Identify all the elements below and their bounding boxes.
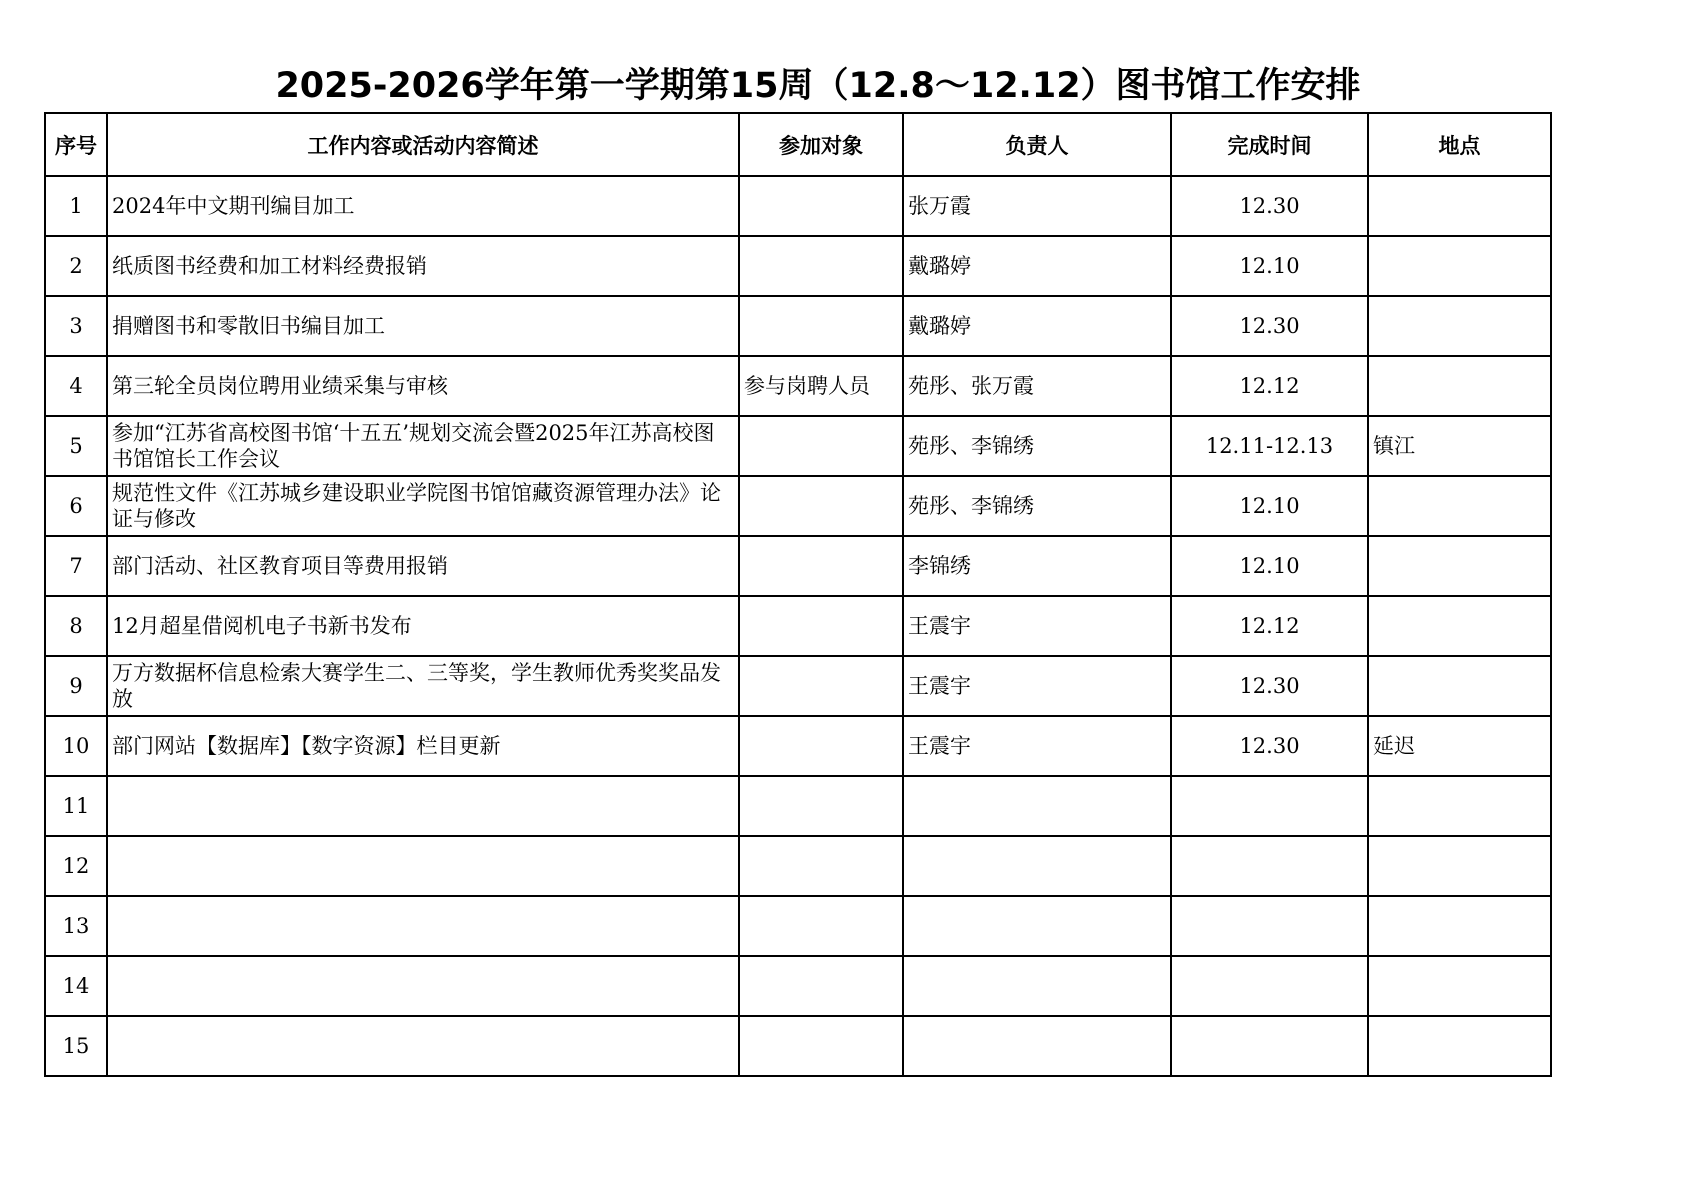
cell-owner: 戴璐婷 xyxy=(903,236,1171,296)
cell-participants xyxy=(739,536,903,596)
table-row xyxy=(45,596,1551,656)
cell-location xyxy=(1368,476,1551,536)
table-row xyxy=(45,956,1551,1016)
cell-content: 2024年中文期刊编目加工 xyxy=(107,176,739,236)
cell-no: 15 xyxy=(45,1016,107,1076)
cell-content xyxy=(107,776,739,836)
cell-location xyxy=(1368,176,1551,236)
cell-deadline xyxy=(1171,956,1368,1016)
cell-owner: 苑彤、李锦绣 xyxy=(903,476,1171,536)
column-header-location: 地点 xyxy=(1368,113,1551,176)
cell-location xyxy=(1368,536,1551,596)
cell-participants xyxy=(739,296,903,356)
cell-participants xyxy=(739,896,903,956)
cell-location xyxy=(1368,1016,1551,1076)
cell-content: 部门活动、社区教育项目等费用报销 xyxy=(107,536,739,596)
cell-deadline: 12.30 xyxy=(1171,296,1368,356)
cell-participants xyxy=(739,176,903,236)
cell-no: 2 xyxy=(45,236,107,296)
cell-deadline: 12.11-12.13 xyxy=(1171,416,1368,476)
column-header-deadline: 完成时间 xyxy=(1171,113,1368,176)
table-row xyxy=(45,236,1551,296)
cell-content xyxy=(107,956,739,1016)
cell-no: 11 xyxy=(45,776,107,836)
cell-location xyxy=(1368,956,1551,1016)
table-row xyxy=(45,296,1551,356)
table-row xyxy=(45,476,1551,536)
cell-location xyxy=(1368,656,1551,716)
cell-no: 10 xyxy=(45,716,107,776)
cell-participants xyxy=(739,656,903,716)
cell-owner: 戴璐婷 xyxy=(903,296,1171,356)
cell-location xyxy=(1368,836,1551,896)
cell-deadline: 12.12 xyxy=(1171,356,1368,416)
cell-no: 13 xyxy=(45,896,107,956)
table-row xyxy=(45,1016,1551,1076)
cell-deadline: 12.10 xyxy=(1171,536,1368,596)
table-row xyxy=(45,416,1551,476)
cell-content: 参加“江苏省高校图书馆‘十五五’规划交流会暨2025年江苏高校图书馆馆长工作会议 xyxy=(107,416,739,476)
page-title: 2025-2026学年第一学期第15周（12.8～12.12）图书馆工作安排 xyxy=(275,66,1361,106)
cell-content: 12月超星借阅机电子书新书发布 xyxy=(107,596,739,656)
cell-deadline xyxy=(1171,776,1368,836)
cell-no: 9 xyxy=(45,656,107,716)
cell-content xyxy=(107,896,739,956)
cell-content: 部门网站【数据库】【数字资源】栏目更新 xyxy=(107,716,739,776)
cell-location xyxy=(1368,296,1551,356)
cell-deadline xyxy=(1171,836,1368,896)
cell-participants xyxy=(739,476,903,536)
cell-owner xyxy=(903,896,1171,956)
table-row xyxy=(45,176,1551,236)
cell-content: 规范性文件《江苏城乡建设职业学院图书馆馆藏资源管理办法》论证与修改 xyxy=(107,476,739,536)
cell-deadline xyxy=(1171,1016,1368,1076)
cell-no: 14 xyxy=(45,956,107,1016)
cell-owner: 苑彤、张万霞 xyxy=(903,356,1171,416)
cell-location xyxy=(1368,236,1551,296)
column-header-no: 序号 xyxy=(45,113,107,176)
cell-no: 7 xyxy=(45,536,107,596)
header-row xyxy=(45,113,1551,176)
cell-deadline: 12.30 xyxy=(1171,176,1368,236)
cell-owner: 王震宇 xyxy=(903,716,1171,776)
cell-content: 捐赠图书和零散旧书编目加工 xyxy=(107,296,739,356)
cell-participants xyxy=(739,716,903,776)
table-row xyxy=(45,716,1551,776)
cell-owner xyxy=(903,776,1171,836)
cell-content: 万方数据杯信息检索大赛学生二、三等奖，学生教师优秀奖奖品发放 xyxy=(107,656,739,716)
cell-owner xyxy=(903,836,1171,896)
cell-no: 4 xyxy=(45,356,107,416)
cell-participants xyxy=(739,776,903,836)
cell-content: 纸质图书经费和加工材料经费报销 xyxy=(107,236,739,296)
cell-content xyxy=(107,836,739,896)
cell-location xyxy=(1368,776,1551,836)
cell-deadline: 12.12 xyxy=(1171,596,1368,656)
cell-no: 1 xyxy=(45,176,107,236)
cell-deadline xyxy=(1171,896,1368,956)
table-row xyxy=(45,896,1551,956)
cell-location xyxy=(1368,596,1551,656)
table-row xyxy=(45,536,1551,596)
cell-no: 6 xyxy=(45,476,107,536)
cell-participants xyxy=(739,236,903,296)
cell-deadline: 12.30 xyxy=(1171,656,1368,716)
cell-deadline: 12.10 xyxy=(1171,236,1368,296)
cell-participants xyxy=(739,836,903,896)
cell-owner: 张万霞 xyxy=(903,176,1171,236)
cell-content: 第三轮全员岗位聘用业绩采集与审核 xyxy=(107,356,739,416)
cell-owner: 苑彤、李锦绣 xyxy=(903,416,1171,476)
cell-content xyxy=(107,1016,739,1076)
cell-location xyxy=(1368,896,1551,956)
cell-owner: 李锦绣 xyxy=(903,536,1171,596)
cell-participants xyxy=(739,1016,903,1076)
column-header-owner: 负责人 xyxy=(903,113,1171,176)
cell-location xyxy=(1368,356,1551,416)
cell-no: 3 xyxy=(45,296,107,356)
column-header-participants: 参加对象 xyxy=(739,113,903,176)
table-row xyxy=(45,776,1551,836)
table-row xyxy=(45,356,1551,416)
schedule-table xyxy=(44,112,1552,1077)
cell-location: 延迟 xyxy=(1368,716,1551,776)
cell-participants: 参与岗聘人员 xyxy=(739,356,903,416)
column-header-content: 工作内容或活动内容简述 xyxy=(107,113,739,176)
cell-participants xyxy=(739,956,903,1016)
cell-no: 8 xyxy=(45,596,107,656)
cell-no: 5 xyxy=(45,416,107,476)
cell-participants xyxy=(739,416,903,476)
cell-deadline: 12.30 xyxy=(1171,716,1368,776)
cell-deadline: 12.10 xyxy=(1171,476,1368,536)
table-row xyxy=(45,656,1551,716)
table-row xyxy=(45,836,1551,896)
cell-owner: 王震宇 xyxy=(903,596,1171,656)
cell-location: 镇江 xyxy=(1368,416,1551,476)
cell-owner: 王震宇 xyxy=(903,656,1171,716)
cell-no: 12 xyxy=(45,836,107,896)
cell-owner xyxy=(903,956,1171,1016)
cell-participants xyxy=(739,596,903,656)
cell-owner xyxy=(903,1016,1171,1076)
